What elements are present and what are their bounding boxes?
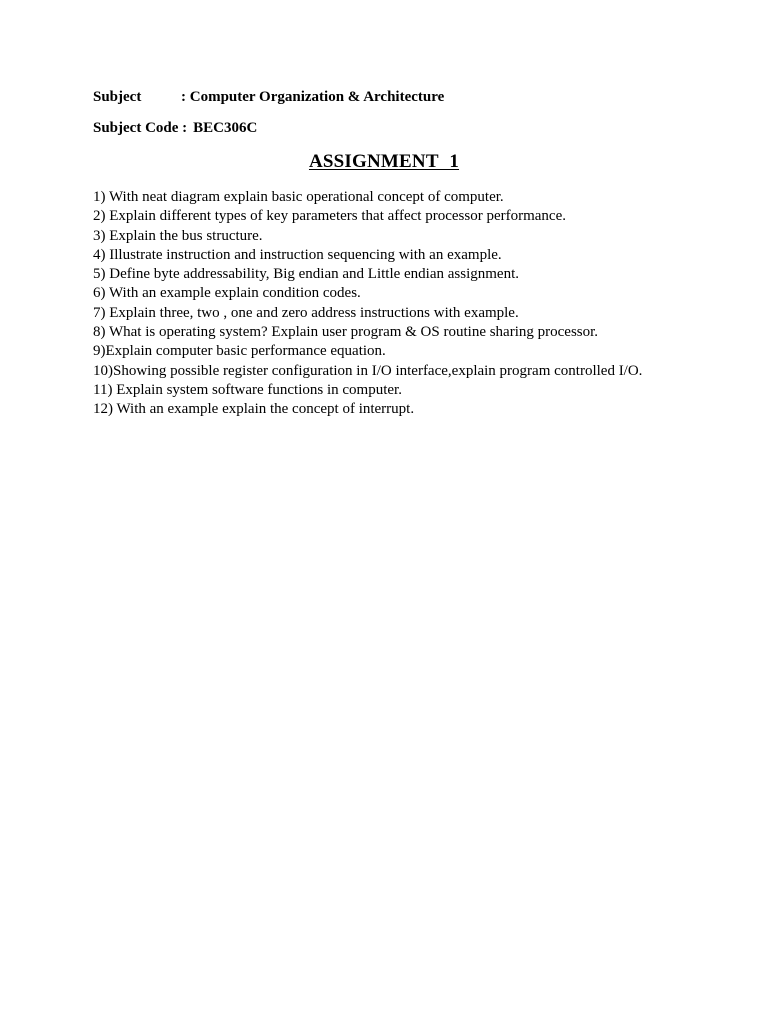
subject-code-line bbox=[93, 119, 257, 137]
question-item: 8) What is operating system? Explain user program & OS routine sharing processor. bbox=[93, 324, 599, 341]
question-item: 9)Explain computer basic performance equation. bbox=[93, 343, 386, 360]
subject-label: Subject bbox=[93, 89, 142, 105]
question-item: 11) Explain system software functions in computer. bbox=[93, 381, 402, 398]
question-list bbox=[93, 188, 753, 420]
subject-code-value: BEC306C bbox=[193, 120, 258, 136]
question-item: 12) With an example explain the concept of interrupt. bbox=[93, 401, 415, 418]
subject-value: : Computer Organization & Architecture bbox=[181, 89, 445, 105]
question-item: 5) Define byte addressability, Big endian and Little endian assignment. bbox=[93, 266, 519, 283]
question-item: 10)Showing possible register configuration in I/O interface,explain program controlled I/O. bbox=[93, 362, 643, 379]
question-item: 1) With neat diagram explain basic operational concept of computer. bbox=[93, 189, 504, 205]
question-item: 4) Illustrate instruction and instruction sequencing with an example. bbox=[93, 246, 502, 263]
question-item: 6) With an example explain condition codes. bbox=[93, 285, 361, 302]
question-item: 3) Explain the bus structure. bbox=[93, 227, 263, 244]
subject-code-label: Subject Code : bbox=[93, 120, 188, 136]
question-item: 2) Explain different types of key parameters that affect processor performance. bbox=[93, 208, 566, 225]
subject-line bbox=[93, 88, 444, 106]
assignment-title: ASSIGNMENT 1 bbox=[308, 151, 460, 172]
question-item: 7) Explain three, two , one and zero address instructions with example. bbox=[93, 304, 519, 321]
